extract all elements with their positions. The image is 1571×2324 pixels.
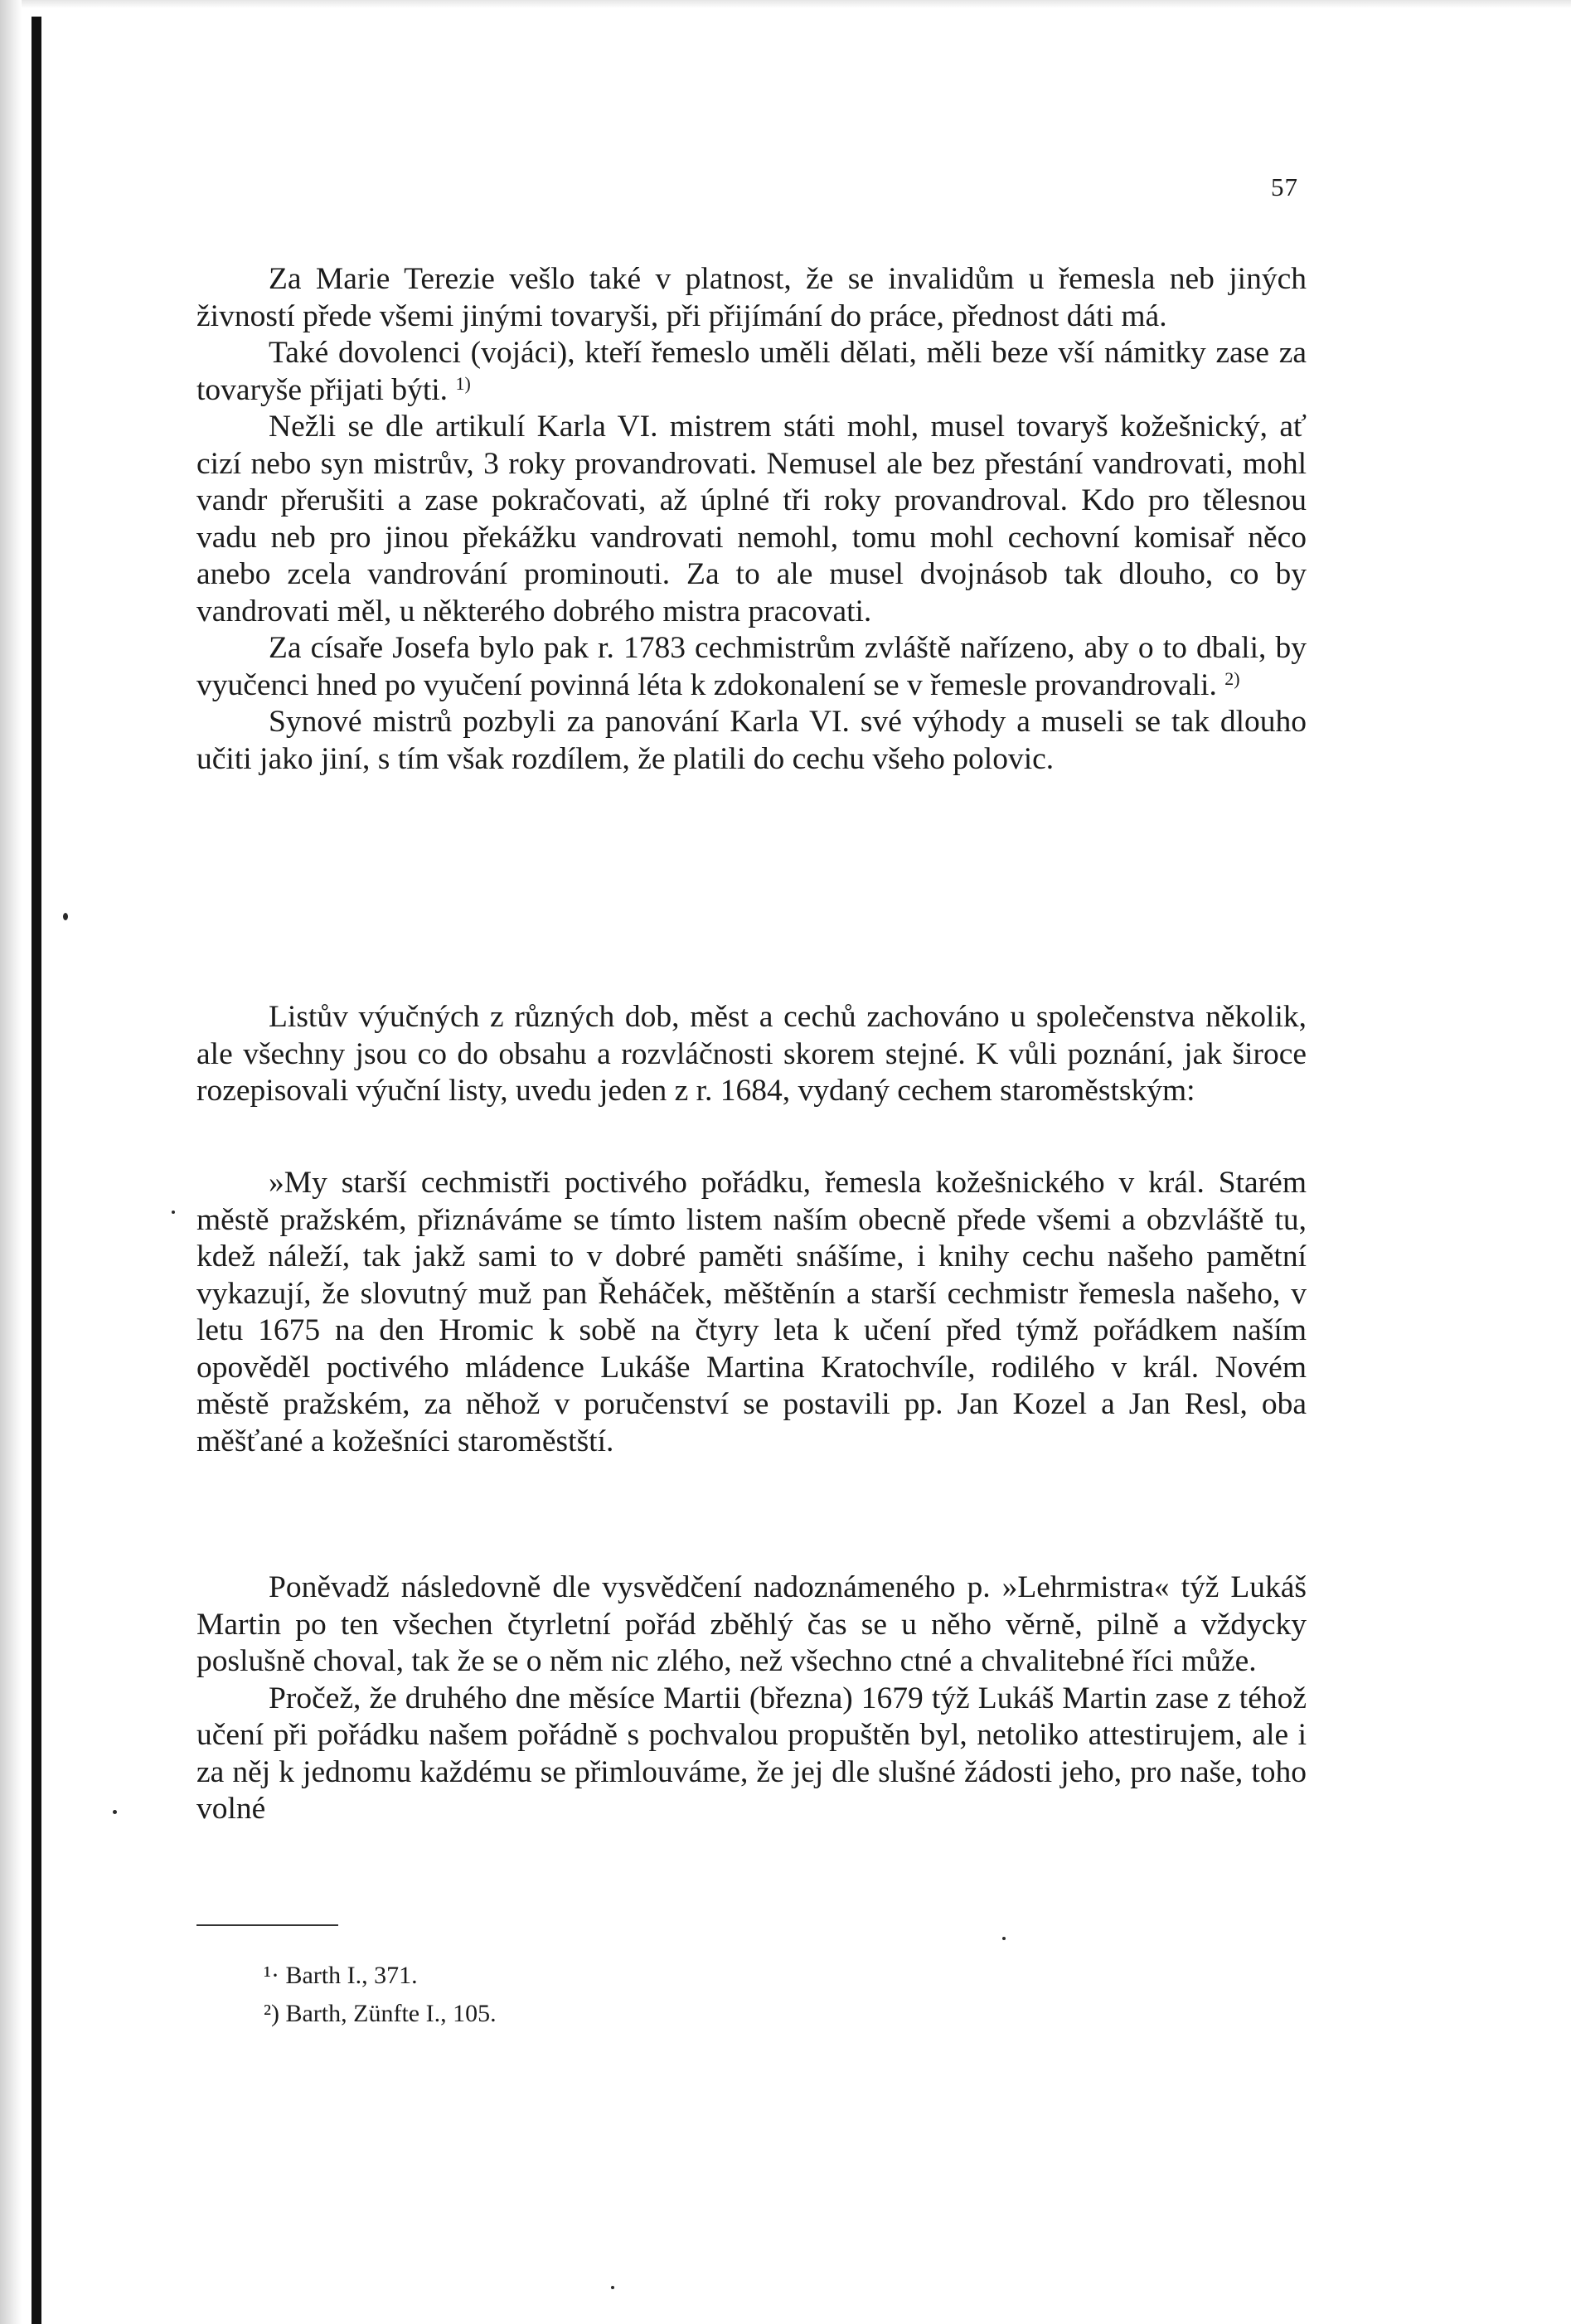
paragraph-invalids: Za Marie Terezie vešlo také v platnost, že se invalidům u řemesla neb jiných živností přede všemi jinými tovaryši, při přijímání do práce, přednost dáti má. xyxy=(196,262,1307,333)
footnote-1 xyxy=(264,1957,497,1995)
paragraph-josef-text: Za císaře Josefa bylo pak r. 1783 cechmistrům zvláště nařízeno, aby o to dbali, by vyučenci hned po vyučení povinná léta k zdokonalení se v řemesle provandrovali. xyxy=(196,631,1307,702)
binding-shadow xyxy=(0,0,22,2324)
footnote-2 xyxy=(264,1995,497,2033)
quote-paragraph: »My starší cechmistři poctivého pořádku, řemesla kožešnického v král. Starém městě pražském, přiznáváme se tímto listem naším obecně přede všemi a obzvláště tu, kdež náleží, tak jakž sami to v dobré paměti snášíme, i knihy cechu našeho pamětní vykazují, že slovutný muž pan Řeháček, měštěnín a starší cechmistr řemesla našeho, v letu 1675 na den Hromic k sobě na čtyry leta k učení před týmž pořádkem naším opověděl poctivého mládence Lukáše Martina Kratochvíle, rodilého v král. Novém městě pražském, za něhož v poručenství se postavili pp. Jan Kozel a Jan Resl, oba měšťané a kožešníci staroměstští. xyxy=(196,1166,1307,1458)
scan-speck xyxy=(611,2286,614,2289)
scan-speck xyxy=(172,1211,175,1214)
paragraph-vojaci-text: Také dovolenci (vojáci), kteří řemeslo uměli dělati, měli beze vší námitky zase za tovaryše přijati býti. xyxy=(196,336,1307,407)
paragraph-listy: Listův výučných z různých dob, měst a cechů zachováno u společenstva několik, ale všechny jsou co do obsahu a rozvláčnosti skorem stejné. K vůli poznání, jak široce rozepisovali výuční listy, uvedu jeden z r. 1684, vydaný cechem staroměstským: xyxy=(196,1000,1307,1108)
paragraph-ponevadz: Poněvadž následovně dle vysvědčení nadoznámeného p. »Lehrmistra« týž Lukáš Martin po ten všechen čtyrletní pořád zběhlý čas se u něho věrně, pilně a vždycky poslušně choval, tak že se o něm nic zlého, než všechno ctné a chvalitebné říci může. xyxy=(196,1570,1307,1678)
paragraph-vojaci xyxy=(196,335,1307,409)
text-block-listy xyxy=(196,999,1307,1110)
footnote-ref-1: 1) xyxy=(455,372,471,394)
footnote-rule xyxy=(196,1924,338,1926)
footnotes xyxy=(264,1957,497,2033)
paragraph-synove: Synové mistrů pozbyli za panování Karla VI. své výhody a museli se tak dlouho učiti jako jiní, s tím však rozdílem, že platili do cechu všeho polovic. xyxy=(196,705,1307,776)
scan-speck xyxy=(63,913,68,920)
text-block-quote xyxy=(196,1165,1307,1460)
page-number: 57 xyxy=(1271,172,1298,201)
paragraph-procez: Pročež, že druhého dne měsíce Martii (března) 1679 týž Lukáš Martin zase z téhož učení při pořádku našem pořádně s pochvalou propuštěn byl, netoliko attestirujem, ale i za něj k jednomu každému se přimlouváme, že jej dle slušné žádosti jeho, pro naše, toho volné xyxy=(196,1681,1307,1826)
scan-top-edge xyxy=(0,0,1571,8)
footnote-1-marker: ¹· xyxy=(264,1962,279,1989)
scan-speck xyxy=(1002,1937,1006,1940)
footnote-1-text: Barth I., 371. xyxy=(285,1962,418,1989)
footnote-2-text: Barth, Zünfte I., 105. xyxy=(285,2000,497,2027)
text-block-top xyxy=(196,261,1307,778)
footnote-ref-2: 2) xyxy=(1224,667,1240,689)
scan-speck xyxy=(113,1810,117,1814)
footnote-2-marker: ²) xyxy=(264,2000,279,2027)
paragraph-josef xyxy=(196,630,1307,704)
text-block-bottom xyxy=(196,1570,1307,1828)
paragraph-vandr: Nežli se dle artikulí Karla VI. mistrem státi mohl, musel tovaryš kožešnický, ať cizí nebo syn mistrův, 3 roky provandrovati. Nemusel ale bez přestání vandrovati, mohl vandr přerušiti a zase pokračovati, až úplné tři roky provandroval. Kdo pro tělesnou vadu neb pro jinou překážku vandrovati nemohl, tomu mohl cechovní komisař něco anebo zcela vandrování prominouti. Za to ale musel dvojnásob tak dlouho, co by vandrovati měl, u některého dobrého mistra pracovati. xyxy=(196,410,1307,628)
binding-line xyxy=(32,17,41,2324)
